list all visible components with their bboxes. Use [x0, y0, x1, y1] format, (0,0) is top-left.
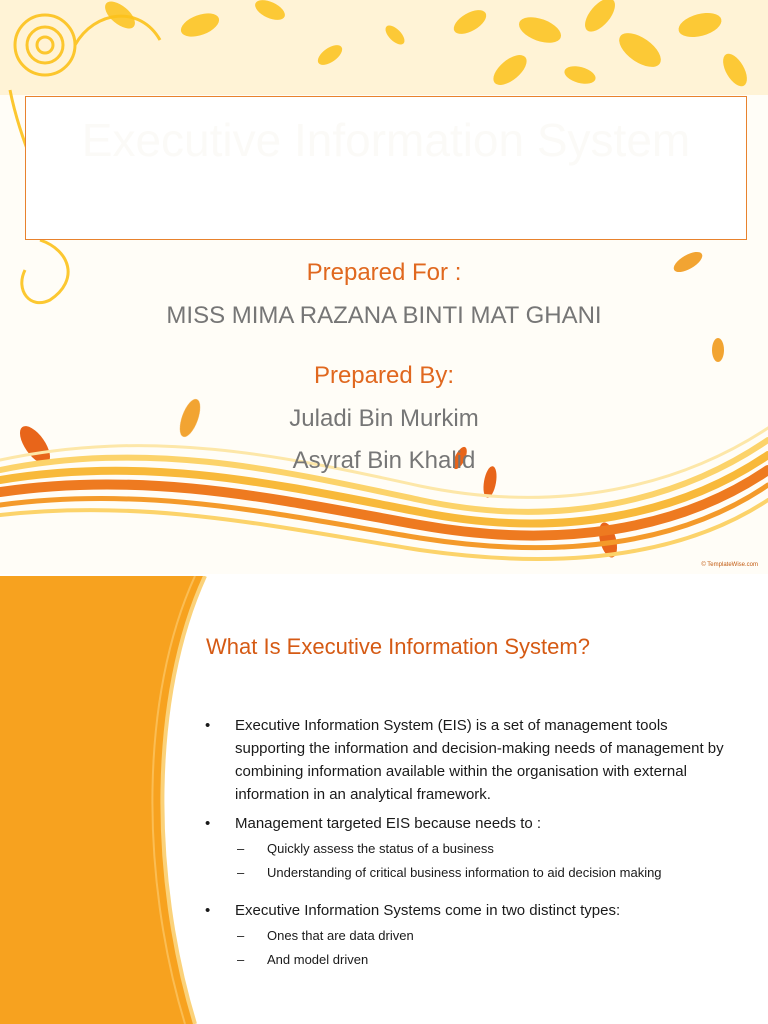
- slide-heading: What Is Executive Information System?: [206, 634, 590, 659]
- sub-bullet-item: – And model driven: [235, 950, 725, 970]
- bullet-text: Executive Information Systems come in two distinct types:: [235, 902, 621, 919]
- template-credit: © TemplateWise.com: [701, 562, 758, 568]
- sub-bullet-item: – Understanding of critical business information to aid decision making: [235, 863, 725, 883]
- sub-bullet-item: – Ones that are data driven: [235, 926, 725, 946]
- sub-bullet-item: – Quickly assess the status of a business: [235, 839, 725, 859]
- bullet-item: [205, 714, 725, 806]
- prepared-for-name: MISS MIMA RAZANA BINTI MAT GHANI: [166, 302, 602, 329]
- title-box: [25, 96, 747, 240]
- bullet-text: Management targeted EIS because needs to :: [235, 815, 542, 832]
- bullet-item: [205, 899, 725, 970]
- bullet-item: [205, 812, 725, 883]
- sub-bullet-list: [235, 839, 725, 883]
- author-name: Asyraf Bin Khalid: [292, 447, 476, 474]
- bullet-text: Executive Information System (EIS) is a set of management tools supporting the information and decision-making needs of management by combining information available within the organisation with external information in an analytical framework.: [235, 717, 724, 803]
- orange-sidebar-shape: [0, 576, 210, 1024]
- content-slide: [0, 576, 768, 1024]
- prepared-by-label: Prepared By:: [313, 362, 455, 389]
- author-name: Juladi Bin Murkim: [289, 405, 479, 432]
- sub-bullet-list: [235, 926, 725, 970]
- slide-title: Executive Information System: [81, 114, 691, 166]
- bullet-list: [205, 714, 725, 976]
- prepared-for-label: Prepared For :: [306, 259, 462, 286]
